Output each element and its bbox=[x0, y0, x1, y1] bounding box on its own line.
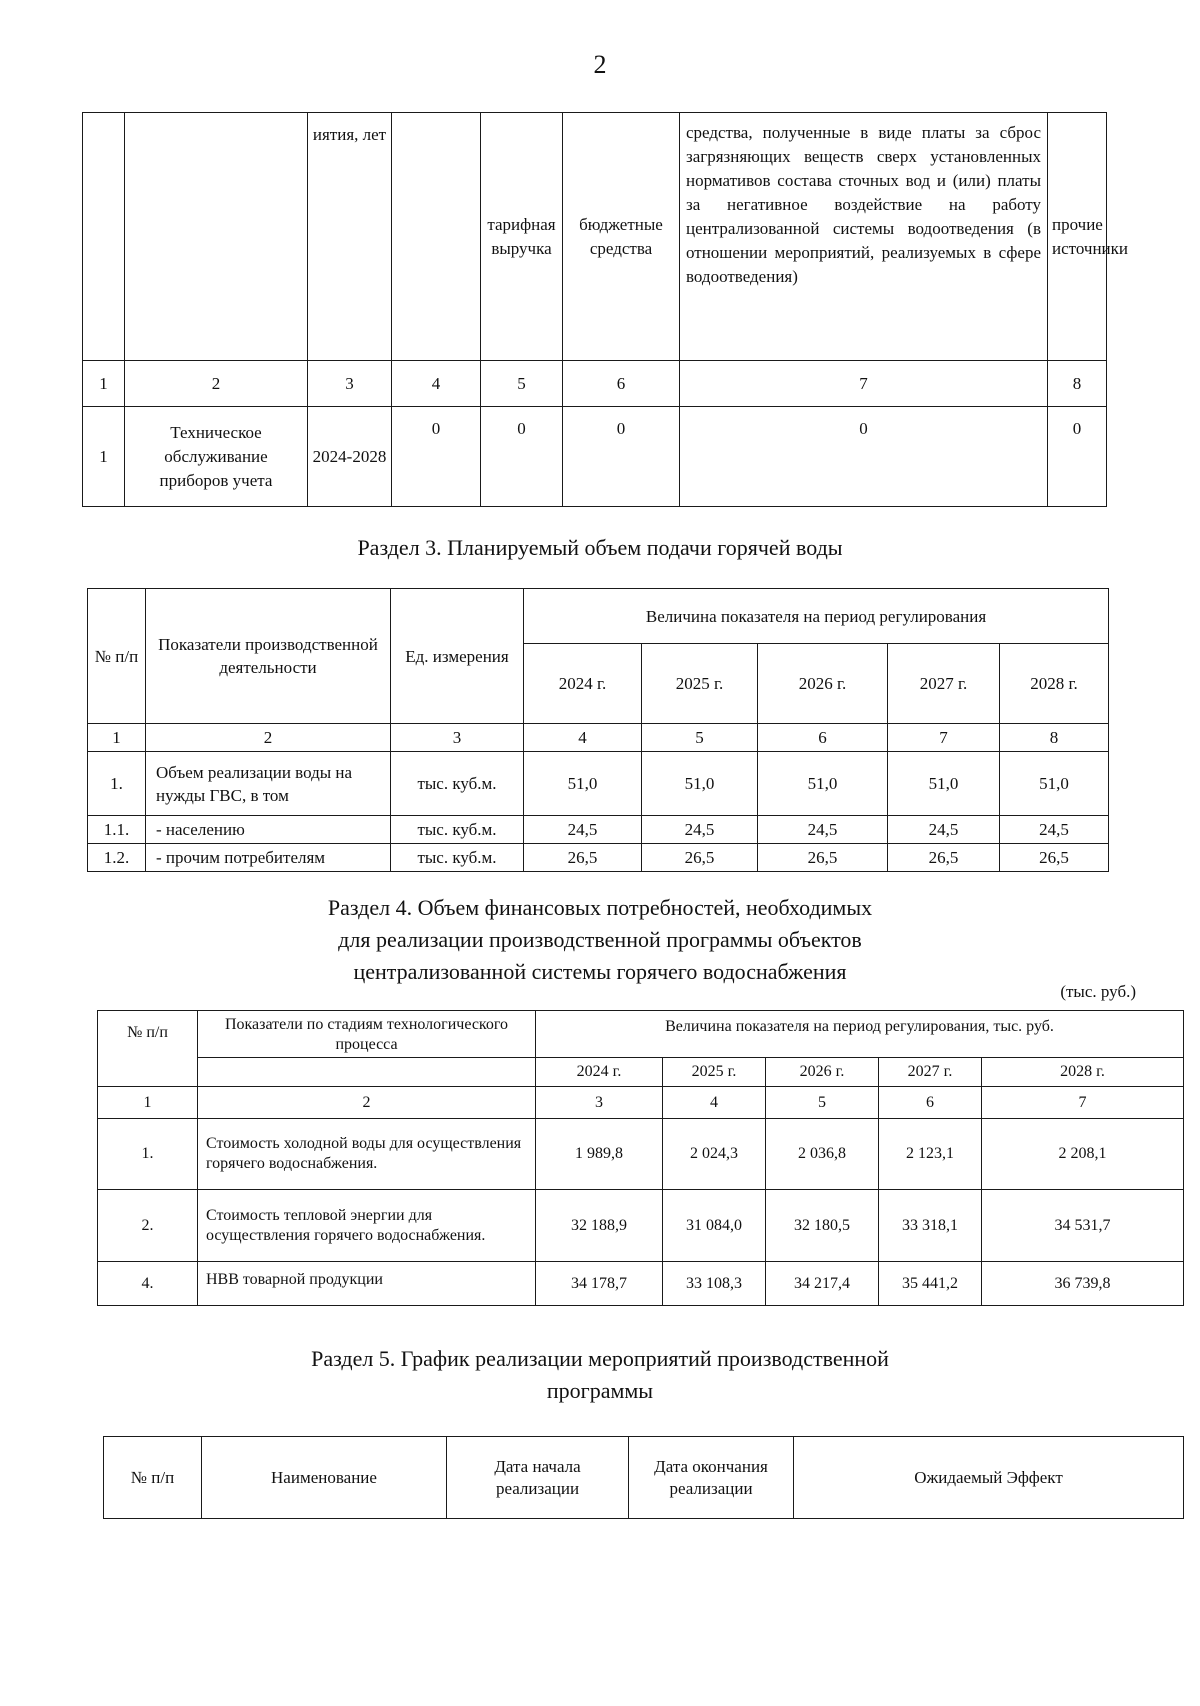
section4-row-value: 34 217,4 bbox=[766, 1262, 879, 1306]
section4-num-cell: 5 bbox=[766, 1087, 879, 1119]
section3-year: 2024 г. bbox=[524, 644, 642, 724]
table1-header-row bbox=[83, 113, 1107, 361]
section4-year: 2026 г. bbox=[766, 1058, 879, 1087]
section4-row-value: 36 739,8 bbox=[982, 1262, 1184, 1306]
section3-num-cell: 5 bbox=[642, 724, 758, 752]
section3-num-cell: 8 bbox=[1000, 724, 1109, 752]
table1-num-cell: 4 bbox=[392, 361, 481, 407]
section4-row-value: 34 178,7 bbox=[536, 1262, 663, 1306]
table1-num-cell: 3 bbox=[308, 361, 392, 407]
section4-unit-note: (тыс. руб.) bbox=[1060, 982, 1136, 1001]
section3-row-value: 24,5 bbox=[758, 816, 888, 844]
section3-num-cell: 4 bbox=[524, 724, 642, 752]
section4-year: 2028 г. bbox=[982, 1058, 1184, 1087]
section3-row-num: 1. bbox=[88, 752, 146, 816]
section3-row-value: 24,5 bbox=[888, 816, 1000, 844]
hot-water-volume-table bbox=[87, 588, 1109, 872]
section4-header-row bbox=[98, 1011, 1184, 1058]
section4-header-period: Величина показателя на период регулирования, тыс. руб. bbox=[536, 1011, 1184, 1058]
section4-header-indicator: Показатели по стадиям технологического процесса bbox=[198, 1011, 536, 1058]
section5-title bbox=[0, 1343, 1200, 1407]
section3-row-value: 26,5 bbox=[758, 844, 888, 872]
section5-title-line: программы bbox=[546, 1378, 654, 1403]
section4-row-value: 35 441,2 bbox=[879, 1262, 982, 1306]
section3-row-value: 51,0 bbox=[758, 752, 888, 816]
section5-header-name: Наименование bbox=[202, 1437, 447, 1519]
table1-row-value: 0 bbox=[563, 407, 680, 507]
section4-num-cell: 2 bbox=[198, 1087, 536, 1119]
table1-header-cell-2 bbox=[125, 113, 308, 361]
section4-row-num: 2. bbox=[98, 1190, 198, 1262]
section4-row-value: 32 188,9 bbox=[536, 1190, 663, 1262]
section3-row-name: - населению bbox=[146, 816, 391, 844]
schedule-table bbox=[103, 1436, 1184, 1519]
section4-year: 2027 г. bbox=[879, 1058, 982, 1087]
table1-row-num: 1 bbox=[83, 407, 125, 507]
section3-header-indicator: Показатели производственной деятельности bbox=[146, 589, 391, 724]
section4-row-value: 31 084,0 bbox=[663, 1190, 766, 1262]
section3-year: 2028 г. bbox=[1000, 644, 1109, 724]
table1-row-value: 0 bbox=[392, 407, 481, 507]
table1-header-cell-4 bbox=[392, 113, 481, 361]
section3-num-cell: 1 bbox=[88, 724, 146, 752]
section3-row-name: - прочим потребителям bbox=[146, 844, 391, 872]
section4-title bbox=[0, 892, 1200, 988]
table1-row-value: 0 bbox=[481, 407, 563, 507]
section4-title-line: централизованной системы горячего водоснабжения bbox=[353, 959, 847, 984]
section4-year: 2024 г. bbox=[536, 1058, 663, 1087]
section3-num-cell: 2 bbox=[146, 724, 391, 752]
section4-num-cell: 6 bbox=[879, 1087, 982, 1119]
table1-num-cell: 1 bbox=[83, 361, 125, 407]
section4-header-num: № п/п bbox=[98, 1011, 198, 1087]
section4-num-cell: 7 bbox=[982, 1087, 1184, 1119]
section3-row-value: 26,5 bbox=[524, 844, 642, 872]
section4-num-cell: 4 bbox=[663, 1087, 766, 1119]
section3-row bbox=[88, 844, 1109, 872]
table1-header-fees: средства, полученные в виде платы за сброс загрязняющих веществ сверх установленных нормативов состава сточных вод и (или) платы за негативное воздействие на работу централизованной системы водоотведения (в отношении мероприятий, реализуемых в сфере водоотведения) bbox=[680, 113, 1048, 361]
section3-row-value: 51,0 bbox=[888, 752, 1000, 816]
section4-row bbox=[98, 1190, 1184, 1262]
table1-num-cell: 5 bbox=[481, 361, 563, 407]
section3-row bbox=[88, 816, 1109, 844]
section3-row-value: 51,0 bbox=[642, 752, 758, 816]
section3-row-value: 26,5 bbox=[888, 844, 1000, 872]
section3-row-num: 1.2. bbox=[88, 844, 146, 872]
section4-row-value: 33 108,3 bbox=[663, 1262, 766, 1306]
section4-row bbox=[98, 1262, 1184, 1306]
section4-row-num: 1. bbox=[98, 1119, 198, 1190]
section4-row-value: 2 208,1 bbox=[982, 1119, 1184, 1190]
section5-header-num: № п/п bbox=[104, 1437, 202, 1519]
section4-num-cell: 3 bbox=[536, 1087, 663, 1119]
financial-needs-table bbox=[97, 1010, 1184, 1306]
section4-row-value: 2 024,3 bbox=[663, 1119, 766, 1190]
section4-row-value: 2 123,1 bbox=[879, 1119, 982, 1190]
section4-row-name: Стоимость тепловой энергии для осуществления горячего водоснабжения. bbox=[198, 1190, 536, 1262]
section3-title: Раздел 3. Планируемый объем подачи горячей воды bbox=[357, 535, 843, 560]
section4-year: 2025 г. bbox=[663, 1058, 766, 1087]
section4-row-value: 1 989,8 bbox=[536, 1119, 663, 1190]
section3-year: 2027 г. bbox=[888, 644, 1000, 724]
section4-num-cell: 1 bbox=[98, 1087, 198, 1119]
table1-num-cell: 8 bbox=[1048, 361, 1107, 407]
section3-row bbox=[88, 752, 1109, 816]
section3-row-value: 51,0 bbox=[1000, 752, 1109, 816]
table1-row-name: Техническое обслуживание приборов учета bbox=[125, 407, 308, 507]
section3-row-value: 26,5 bbox=[642, 844, 758, 872]
section3-row-name: Объем реализации воды на нужды ГВС, в том bbox=[146, 752, 391, 816]
section4-title-line: для реализации производственной программы объектов bbox=[338, 927, 862, 952]
section3-header-row bbox=[88, 589, 1109, 644]
table1-header-budget: бюджетные средства bbox=[563, 113, 680, 361]
table1-row-value: 0 bbox=[680, 407, 1048, 507]
section4-row bbox=[98, 1119, 1184, 1190]
section4-row-num: 4. bbox=[98, 1262, 198, 1306]
table1-num-cell: 2 bbox=[125, 361, 308, 407]
table1-header-other: прочие источники bbox=[1048, 113, 1107, 361]
section3-row-num: 1.1. bbox=[88, 816, 146, 844]
section3-num-cell: 3 bbox=[391, 724, 524, 752]
table1-row bbox=[83, 407, 1107, 507]
section5-header-effect: Ожидаемый Эффект bbox=[794, 1437, 1184, 1519]
section3-row-unit: тыс. куб.м. bbox=[391, 816, 524, 844]
table1-numbers-row bbox=[83, 361, 1107, 407]
section3-numbers-row bbox=[88, 724, 1109, 752]
section4-title-line: Раздел 4. Объем финансовых потребностей, необходимых bbox=[327, 895, 873, 920]
table1-row-value: 0 bbox=[1048, 407, 1107, 507]
section4-row-value: 34 531,7 bbox=[982, 1190, 1184, 1262]
section3-header-unit: Ед. измерения bbox=[391, 589, 524, 724]
table1-header-tariff: тарифная выручка bbox=[481, 113, 563, 361]
section3-num-cell: 6 bbox=[758, 724, 888, 752]
page-number: 2 bbox=[593, 50, 607, 79]
section4-row-name: НВВ товарной продукции bbox=[198, 1262, 536, 1306]
section3-row-value: 24,5 bbox=[1000, 816, 1109, 844]
section4-years-row bbox=[98, 1058, 1184, 1087]
section5-header-row bbox=[104, 1437, 1184, 1519]
section3-year: 2026 г. bbox=[758, 644, 888, 724]
section3-num-cell: 7 bbox=[888, 724, 1000, 752]
section3-row-value: 24,5 bbox=[524, 816, 642, 844]
section3-row-value: 26,5 bbox=[1000, 844, 1109, 872]
section5-header-start: Дата начала реализации bbox=[447, 1437, 629, 1519]
funding-sources-table bbox=[82, 112, 1129, 507]
section3-header-period: Величина показателя на период регулирования bbox=[524, 589, 1109, 644]
section3-row-unit: тыс. куб.м. bbox=[391, 844, 524, 872]
section4-row-value: 32 180,5 bbox=[766, 1190, 879, 1262]
section3-row-unit: тыс. куб.м. bbox=[391, 752, 524, 816]
table1-header-cell-1 bbox=[83, 113, 125, 361]
section4-row-value: 33 318,1 bbox=[879, 1190, 982, 1262]
section3-header-num: № п/п bbox=[88, 589, 146, 724]
table1-row-period: 2024-2028 bbox=[308, 407, 392, 507]
section3-row-value: 51,0 bbox=[524, 752, 642, 816]
table1-header-period: иятия, лет bbox=[308, 113, 392, 361]
section5-header-end: Дата окончания реализации bbox=[629, 1437, 794, 1519]
section3-row-value: 24,5 bbox=[642, 816, 758, 844]
section4-row-value: 2 036,8 bbox=[766, 1119, 879, 1190]
section5-title-line: Раздел 5. График реализации мероприятий производственной bbox=[311, 1346, 889, 1371]
section4-header-blank bbox=[198, 1058, 536, 1087]
section4-numbers-row bbox=[98, 1087, 1184, 1119]
section3-year: 2025 г. bbox=[642, 644, 758, 724]
table1-num-cell: 6 bbox=[563, 361, 680, 407]
table1-num-cell: 7 bbox=[680, 361, 1048, 407]
section4-row-name: Стоимость холодной воды для осуществления горячего водоснабжения. bbox=[198, 1119, 536, 1190]
